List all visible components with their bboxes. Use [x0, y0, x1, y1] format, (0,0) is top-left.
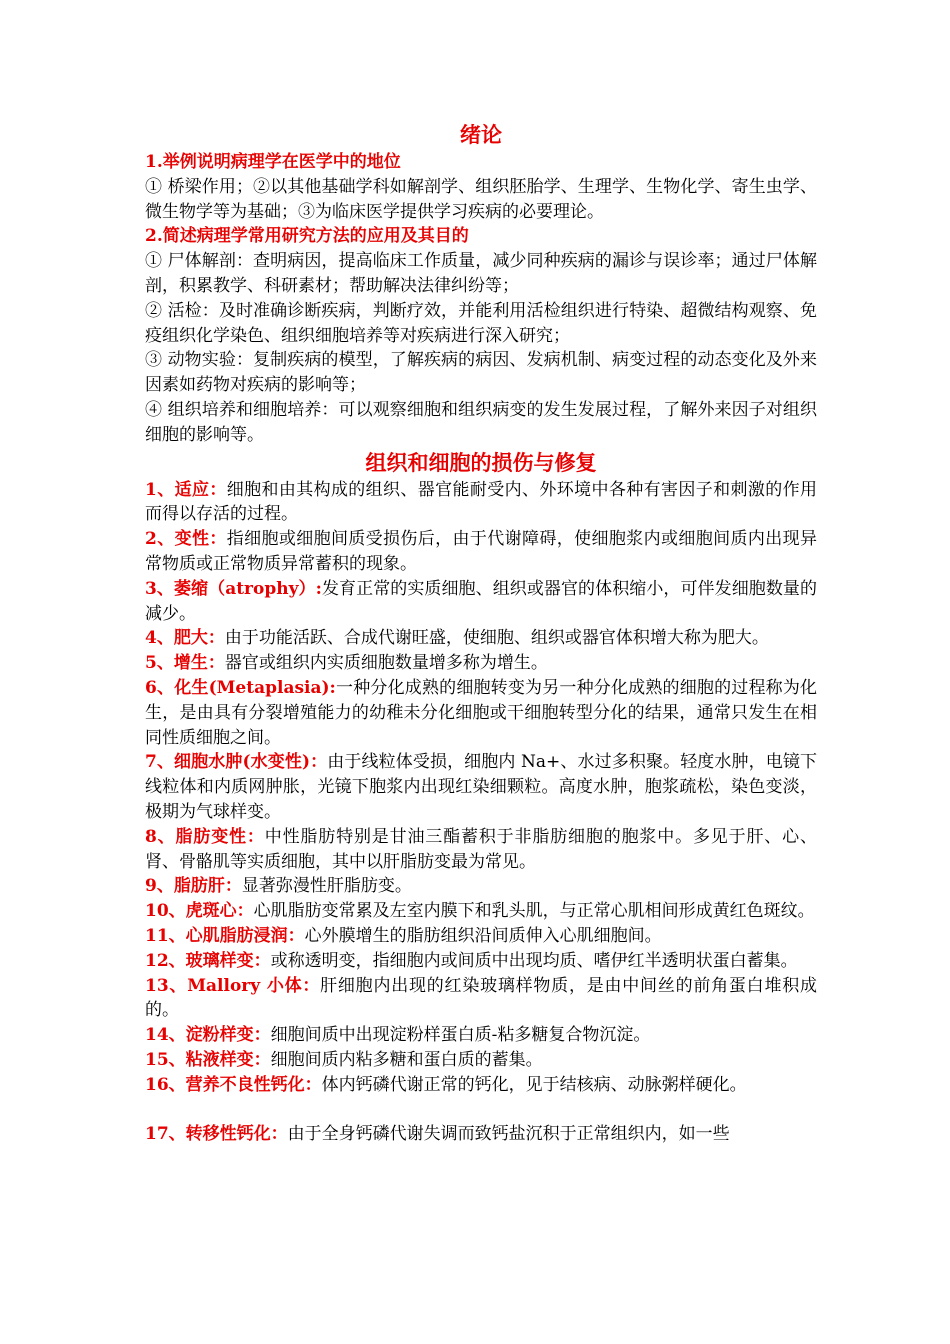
definition-term: 17、转移性钙化： — [145, 1124, 288, 1145]
definition-text: 细胞间质内粘多糖和蛋白质的蓄集。 — [270, 1049, 543, 1070]
definition-text: 肝细胞内出现的红染玻璃样物质，是由中间丝的前角蛋白堆积成的。 — [145, 975, 818, 1021]
definition-text: 中性脂肪特别是甘油三酯蓄积于非脂肪细胞的胞浆中。多见于肝、心、肾、骨骼肌等实质细胞，其中以肝脂肪变最为常见。 — [145, 826, 817, 872]
question-2-title: 2.简述病理学常用研究方法的应用及其目的 — [145, 226, 469, 247]
definition-text: 一种分化成熟的细胞转变为另一种分化成熟的细胞的过程称为化生，是由具有分裂增殖能力的幼稚未分化细胞或干细胞转型分化的结果，通常只发生在相同性质细胞之间。 — [145, 677, 817, 748]
definition-term: 1、适应： — [145, 479, 227, 500]
definition-text: 细胞间质中出现淀粉样蛋白质-粘多糖复合物沉淀。 — [270, 1025, 651, 1046]
definition-item — [145, 924, 817, 949]
definition-item — [145, 974, 817, 1024]
definition-text: 心外膜增生的脂肪组织沿间质伸入心肌细胞间。 — [304, 925, 662, 946]
definition-item — [145, 825, 817, 875]
definition-term: 9、脂肪肝： — [145, 876, 242, 897]
definition-term: 7、细胞水肿(水变性)： — [145, 752, 328, 773]
definition-term: 2、变性： — [145, 529, 227, 550]
definition-item — [145, 676, 817, 750]
section-title-introduction: 绪论 — [460, 122, 502, 147]
section-title-injury-repair: 组织和细胞的损伤与修复 — [365, 449, 597, 475]
definition-item — [145, 1073, 817, 1098]
definition-item — [145, 750, 817, 824]
definition-term: 8、脂肪变性： — [145, 826, 265, 847]
definition-text: 细胞和由其构成的组织、器官能耐受内、外环境中各种有害因子和刺激的作用而得以存活的过程。 — [145, 479, 817, 525]
definition-item — [145, 626, 817, 651]
definition-item — [145, 1023, 817, 1048]
question-1-answer: ① 桥梁作用；②以其他基础学科如解剖学、组织胚胎学、生理学、生物化学、寄生虫学、微生物学等为基础；③为临床医学提供学习疾病的必要理论。 — [145, 176, 817, 222]
definition-term: 5、增生： — [145, 653, 225, 674]
blank-line — [145, 1097, 817, 1122]
question-1-title: 1.举例说明病理学在医学中的地位 — [145, 152, 401, 172]
definition-item — [145, 1048, 817, 1073]
definition-item — [145, 478, 817, 528]
definition-item — [145, 949, 817, 974]
definition-term: 16、营养不良性钙化： — [145, 1074, 322, 1095]
definition-term: 15、粘液样变： — [145, 1049, 271, 1070]
definition-term: 6、化生(Metaplasia): — [145, 677, 336, 698]
definition-text: 心肌脂肪变常累及左室内膜下和乳头肌，与正常心肌相间形成黄红色斑纹。 — [253, 901, 815, 922]
definition-item — [145, 899, 817, 924]
definition-text: 指细胞或细胞间质受损伤后，由于代谢障碍，使细胞浆内或细胞间质内出现异常物质或正常物质异常蓄积的现象。 — [145, 529, 817, 574]
definition-term: 3、萎缩（atrophy）: — [145, 578, 322, 599]
definition-item — [145, 577, 817, 627]
question-2-answer-3: ③ 动物实验：复制疾病的模型，了解疾病的病因、发病机制、病变过程的动态变化及外来因素如药物对疾病的影响等； — [145, 350, 817, 396]
definition-term: 4、肥大： — [145, 628, 225, 649]
definition-item — [145, 527, 817, 577]
definition-term: 10、虎斑心： — [145, 901, 254, 922]
definition-text: 由于线粒体受损，细胞内 Na+、水过多积聚。轻度水肿，电镜下线粒体和内质网肿胀，光镜下胞浆内出现红染细颗粒。高度水肿，胞浆疏松，染色变淡，极期为气球样变。 — [145, 752, 817, 822]
definition-text: 显著弥漫性肝脂肪变。 — [241, 876, 412, 897]
definition-text: 由于功能活跃、合成代谢旺盛，使细胞、组织或器官体积增大称为肥大。 — [224, 628, 769, 649]
definition-text: 发育正常的实质细胞、组织或器官的体积缩小，可伴发细胞数量的减少。 — [145, 578, 817, 624]
definition-text: 器官或组织内实质细胞数量增多称为增生。 — [224, 653, 548, 674]
definition-term: 11、心肌脂肪浸润： — [145, 925, 305, 946]
definition-term: 13、Mallory 小体： — [145, 975, 321, 996]
question-2-answer-4: ④ 组织培养和细胞培养：可以观察细胞和组织病变的发生发展过程，了解外来因子对组织细胞的影响等。 — [145, 399, 817, 445]
question-2-answer-2: ② 活检：及时准确诊断疾病，判断疗效，并能利用活检组织进行特染、超微结构观察、免疫组织化学染色、组织细胞培养等对疾病进行深入研究； — [145, 300, 817, 346]
definition-term: 14、淀粉样变： — [145, 1025, 271, 1046]
definition-term: 12、玻璃样变： — [145, 950, 271, 971]
document-body — [145, 120, 817, 1147]
definition-text: 由于全身钙磷代谢失调而致钙盐沉积于正常组织内，如一些 — [287, 1124, 730, 1145]
definition-text: 或称透明变，指细胞内或间质中出现均质、嗜伊红半透明状蛋白蓄集。 — [270, 950, 798, 971]
question-2-answer-1: ① 尸体解剖：查明病因，提高临床工作质量，减少同种疾病的漏诊与误诊率；通过尸体解剖，积累教学、科研素材；帮助解决法律纠纷等； — [145, 251, 817, 296]
definition-item — [145, 874, 817, 899]
definition-item — [145, 1122, 817, 1147]
definition-text: 体内钙磷代谢正常的钙化，见于结核病、动脉粥样硬化。 — [321, 1074, 747, 1095]
definition-item — [145, 651, 817, 676]
